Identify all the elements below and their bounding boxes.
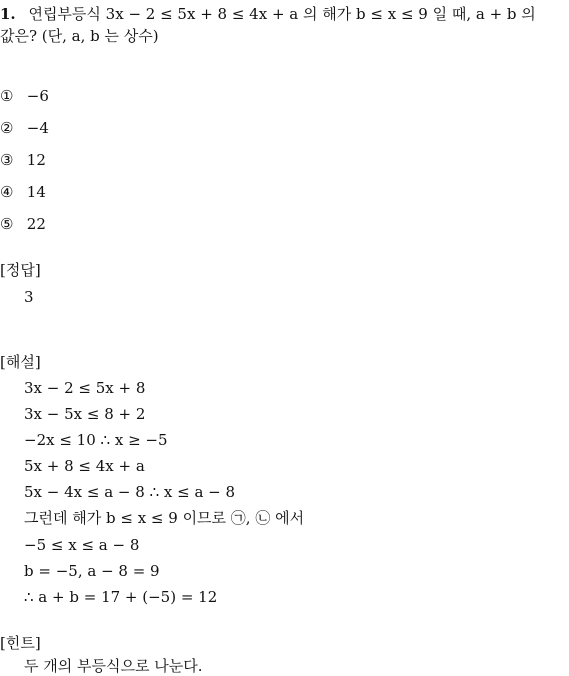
answer-value: 3 — [24, 288, 34, 306]
choice-1[interactable] — [0, 86, 49, 106]
choice-mark-5: ⑤ — [0, 215, 14, 233]
question-text-2: 값은? (단, a, b 는 상수) — [0, 27, 159, 45]
choice-5[interactable] — [0, 214, 46, 234]
answer-label: [정답] — [0, 261, 41, 279]
explanation-line: 3x − 5x ≤ 8 + 2 — [24, 405, 146, 423]
choice-mark-4: ④ — [0, 183, 14, 201]
hint-text: 두 개의 부등식으로 나눈다. — [24, 657, 203, 675]
choice-value-4: 14 — [26, 183, 46, 201]
explanation-line: 5x + 8 ≤ 4x + a — [24, 457, 145, 475]
choice-4[interactable] — [0, 182, 46, 202]
choice-value-2: −4 — [26, 119, 49, 137]
explanation-line: ∴ a + b = 17 + (−5) = 12 — [24, 588, 218, 606]
choice-2[interactable] — [0, 118, 49, 138]
choice-value-1: −6 — [26, 87, 49, 105]
choice-mark-1: ① — [0, 87, 14, 105]
explanation-line: 그런데 해가 b ≤ x ≤ 9 이므로 ㉠, ㉡ 에서 — [24, 509, 305, 527]
explanation-line: 5x − 4x ≤ a − 8 ∴ x ≤ a − 8 — [24, 483, 236, 501]
choice-3[interactable] — [0, 150, 46, 170]
explanation-line: −5 ≤ x ≤ a − 8 — [24, 536, 140, 554]
question-number: 1. — [0, 5, 16, 23]
choice-mark-2: ② — [0, 119, 14, 137]
question-line-1 — [0, 4, 536, 24]
choice-mark-3: ③ — [0, 151, 14, 169]
hint-label: [힌트] — [0, 634, 41, 652]
explanation-line: 3x − 2 ≤ 5x + 8 — [24, 379, 146, 397]
choice-value-5: 22 — [26, 215, 46, 233]
explanation-line: b = −5, a − 8 = 9 — [24, 562, 160, 580]
explanation-label: [해설] — [0, 353, 41, 371]
explanation-line: −2x ≤ 10 ∴ x ≥ −5 — [24, 431, 168, 449]
choice-value-3: 12 — [26, 151, 46, 169]
question-text-1: 연립부등식 3x − 2 ≤ 5x + 8 ≤ 4x + a 의 해가 b ≤ x ≤ 9 일 때, a + b 의 — [28, 5, 536, 23]
